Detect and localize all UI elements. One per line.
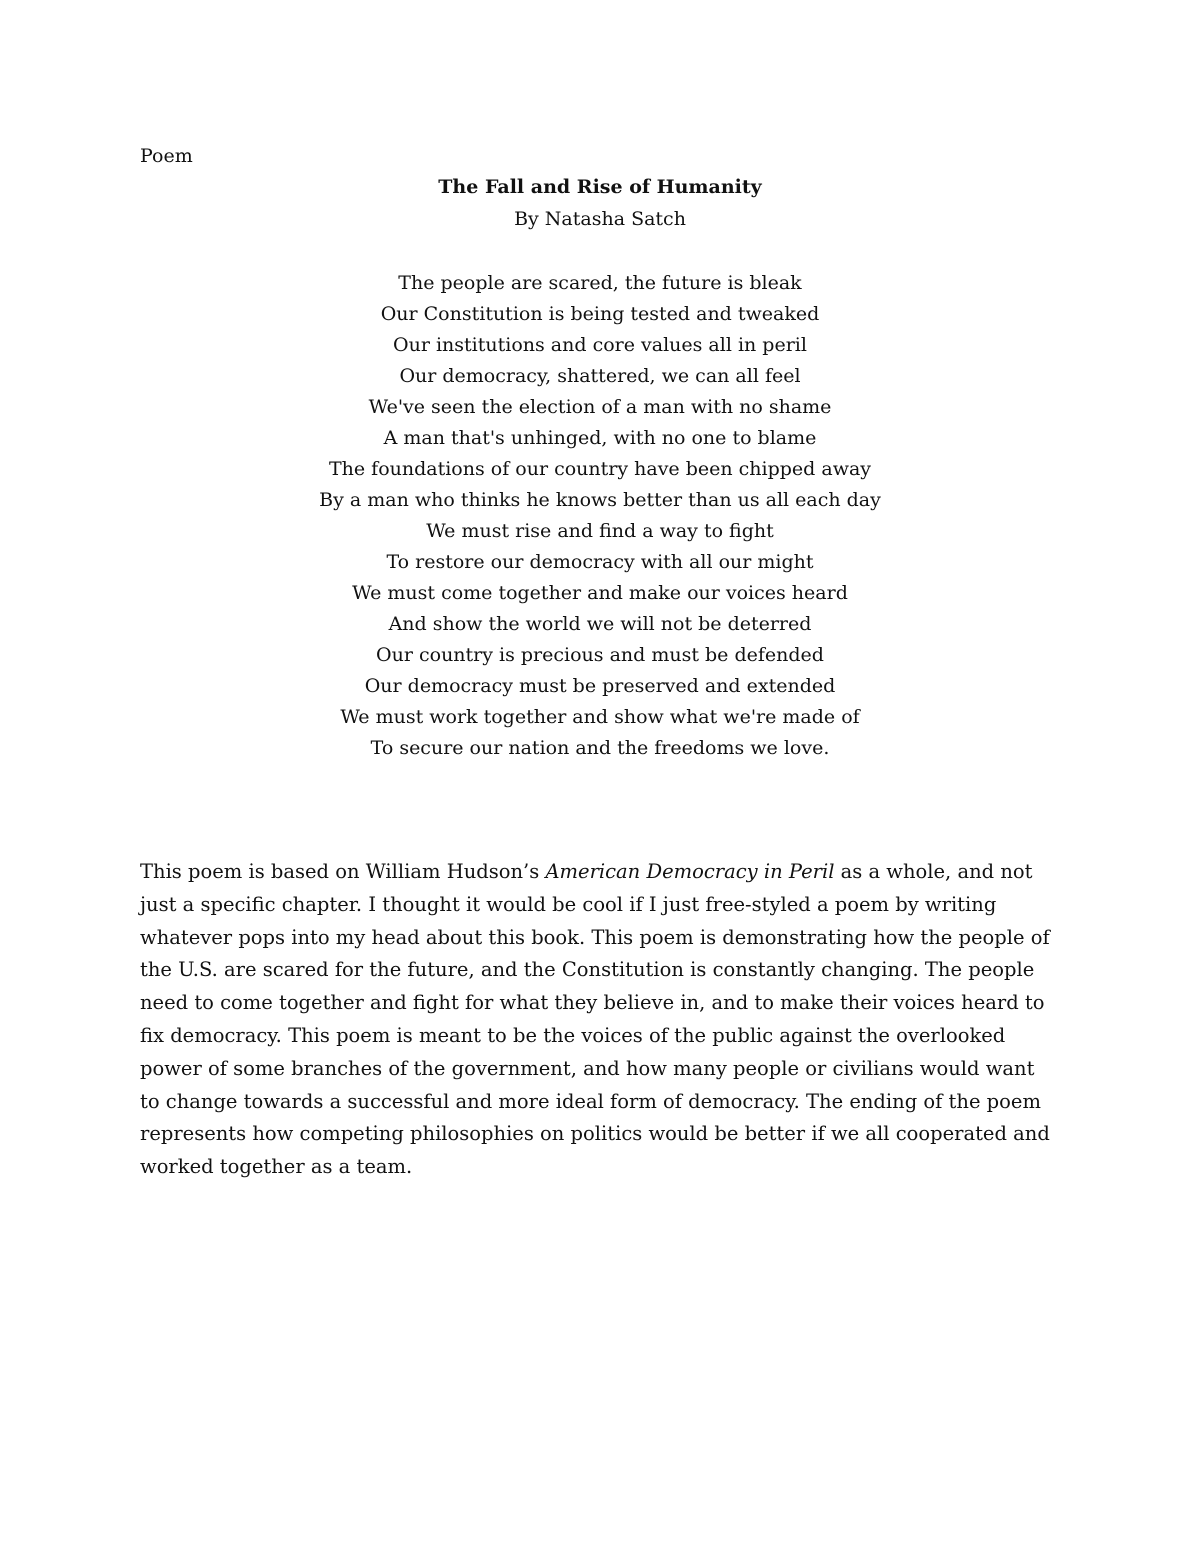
poem-line: We must work together and show what we're made of xyxy=(340,706,860,728)
poem-author: By Natasha Satch xyxy=(514,208,686,230)
poem-line: We've seen the election of a man with no shame xyxy=(368,396,832,418)
poem-line: We must come together and make our voices heard xyxy=(352,582,848,604)
commentary-paragraph xyxy=(140,856,1060,1184)
poem-line: By a man who thinks he knows better than us all each day xyxy=(319,489,881,511)
poem-line: To secure our nation and the freedoms we love. xyxy=(370,737,830,759)
poem-line: A man that's unhinged, with no one to blame xyxy=(383,427,817,449)
document-label: Poem xyxy=(140,145,193,167)
poem-line: Our democracy must be preserved and extended xyxy=(364,675,836,697)
poem-line: We must rise and find a way to fight xyxy=(426,520,774,542)
commentary-body: as a whole, and not just a specific chapter. I thought it would be cool if I just free-styled a poem by writing whatever pops into my head about this book. This poem is demonstrating how the people of the U.S. are scared for the future, and the Constitution is constantly changing. The people need to come together and fight for what they believe in, and to make their voices heard to fix democracy. This poem is meant to be the voices of the public against the overlooked power of some branches of the government, and how many people or civilians would want to change towards a successful and more ideal form of democracy. The ending of the poem represents how competing philosophies on politics would be better if we all cooperated and worked together as a team. xyxy=(140,860,1050,1179)
poem-line: Our democracy, shattered, we can all feel xyxy=(399,365,801,387)
book-title: American Democracy in Peril xyxy=(545,860,835,883)
commentary-intro: This poem is based on William Hudson’s xyxy=(140,860,546,883)
poem-line: Our country is precious and must be defended xyxy=(376,644,824,666)
poem-line: And show the world we will not be deterred xyxy=(388,613,812,635)
poem-title: The Fall and Rise of Humanity xyxy=(438,176,762,198)
poem-body xyxy=(0,268,1200,764)
poem-line: Our institutions and core values all in peril xyxy=(393,334,807,356)
poem-line: Our Constitution is being tested and tweaked xyxy=(380,303,820,325)
poem-line: The foundations of our country have been chipped away xyxy=(328,458,872,480)
poem-line: The people are scared, the future is bleak xyxy=(398,272,802,294)
poem-line: To restore our democracy with all our might xyxy=(386,551,814,573)
